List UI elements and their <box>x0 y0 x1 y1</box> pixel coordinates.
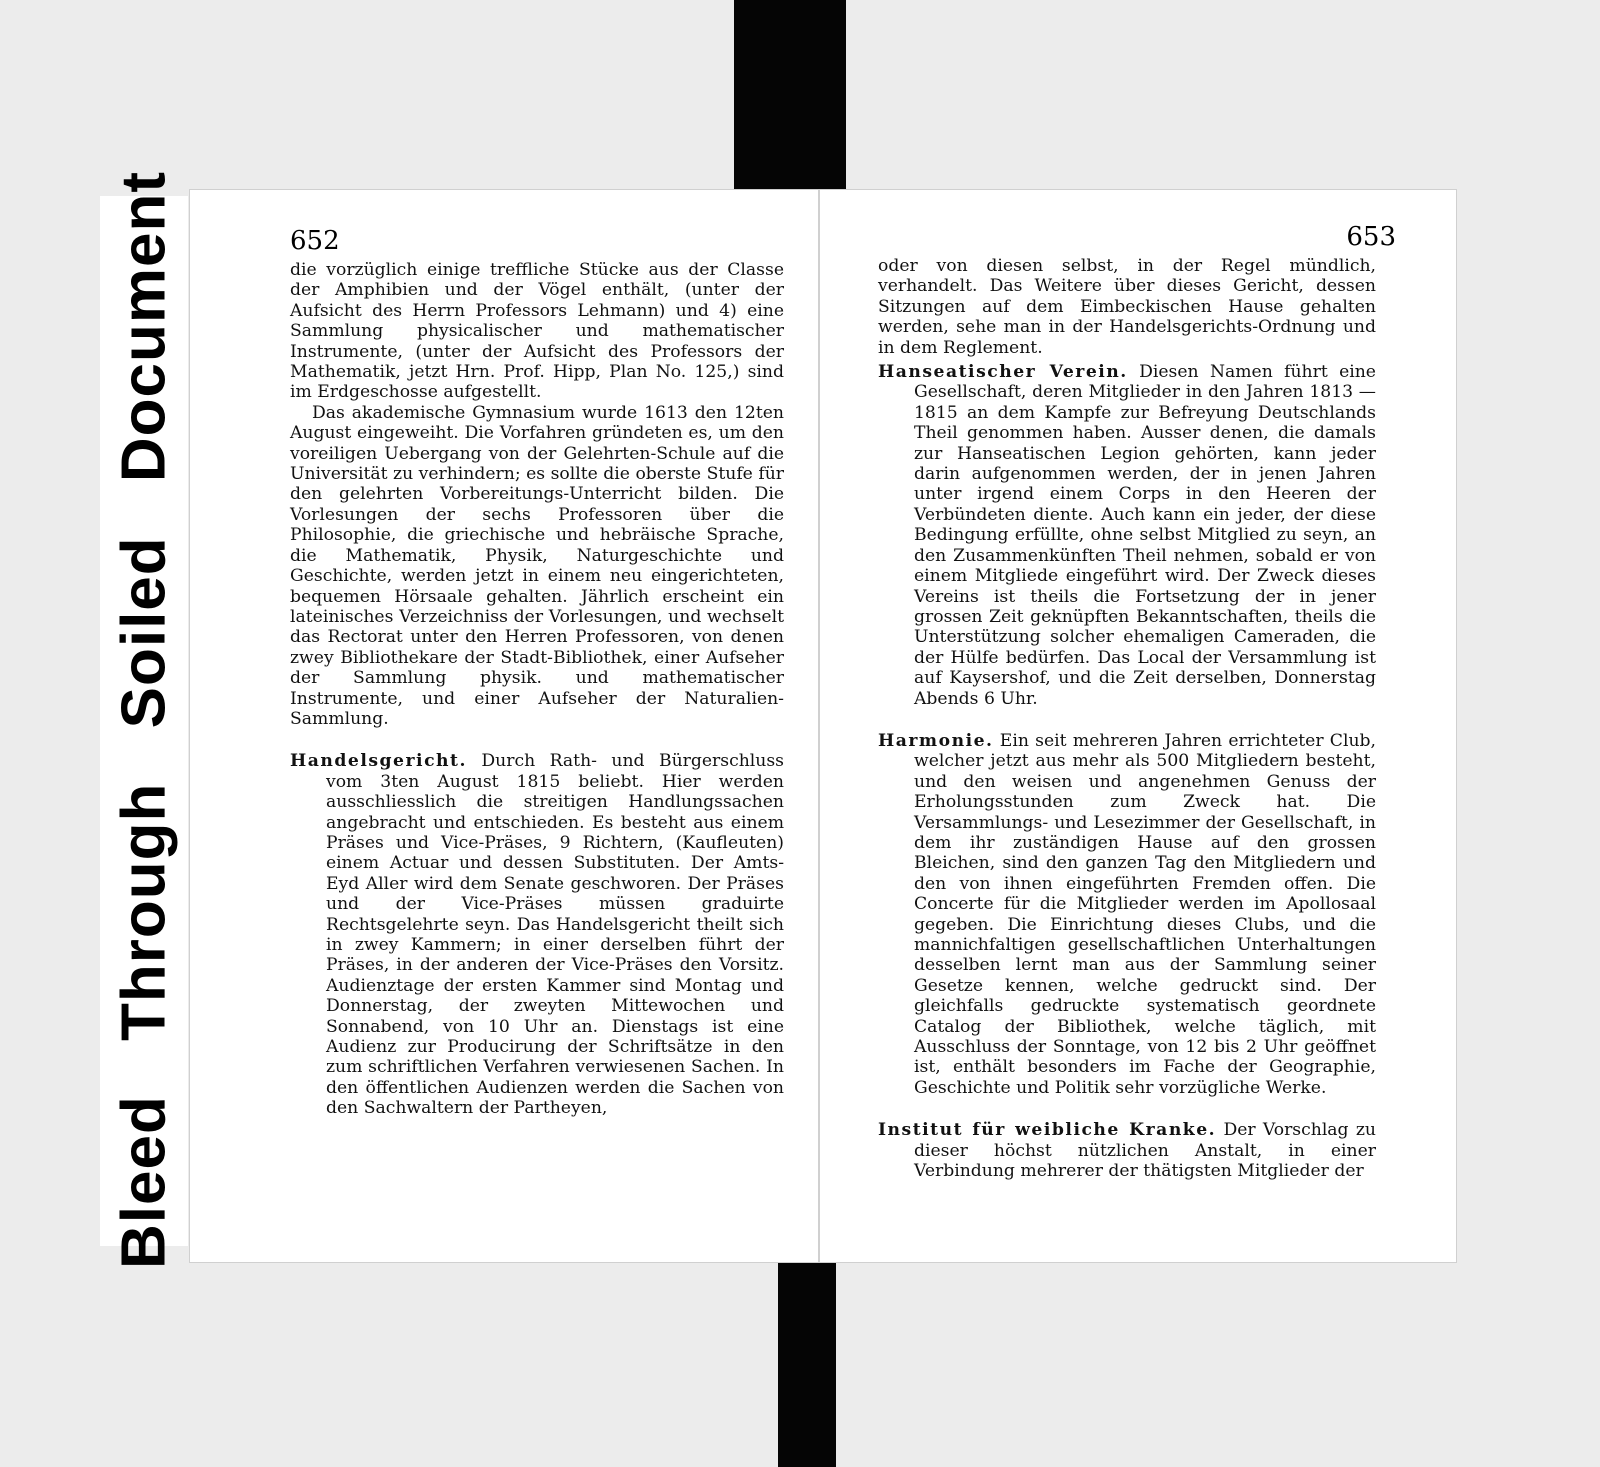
right-page <box>820 190 1456 1262</box>
entry-heading: Hanseatischer Verein. <box>878 362 1128 383</box>
entry-body: Diesen Namen führt eine Gesellschaft, deren Mitglieder in den Jahren 1813 — 1815 an dem Kampfe zur Befreyung Deutschlands Theil genommen haben. Ausser denen, die damals zur Hanseatischen Legion gehörten, kann jeder darin aufgenommen werden, der in jenen Jahren unter irgend einem Corps in den Heeren der Verbündeten diente. Auch kann ein jeder, der diese Bedingung erfüllte, ohne selbst Mitglied zu seyn, an den Zusammenkünften Theil nehmen, sobald er von einem Mitgliede eingeführt wird. Der Zweck dieses Vereins ist theils die Fortsetzung der in jener grossen Zeit geknüpften Bekanntschaften, theils die Unterstützung solcher ehemaligen Cameraden, die der Hülfe bedürfen. Das Local der Versammlung ist auf Kaysershof, und die Zeit derselben, Donnerstag Abends 6 Uhr. <box>914 362 1376 709</box>
entry-handelsgericht <box>290 751 784 1118</box>
entry-heading: Handelsgericht. <box>290 751 467 772</box>
entry-body: Ein seit mehreren Jahren errichteter Club, welcher jetzt aus mehr als 500 Mitgliedern besteht, und den weisen und angenehmen Genuss der Erholungsstunden zum Zweck hat. Die Versammlungs- und Lesezimmer der Gesellschaft, in dem ihr zuständigen Hause auf den grossen Bleichen, sind den ganzen Tag den Mitgliedern und den von ihnen eingeführten Fremden offen. Die Concerte für die Mitglieder werden im Apollosaal gegeben. Die Einrichtung dieses Clubs, und die mannichfaltigen gesellschaftlichen Unterhaltungen desselben lernt man aus der Sammlung seiner Gesetze kennen, welche gedruckt sind. Der gleichfalls gedruckte systematisch geordnete Catalog der Bibliothek, welche täglich, mit Ausschluss der Sonntage, von 12 bis 2 Uhr geöffnet ist, enthält besonders im Fache der Geographie, Geschichte und Politik sehr vorzügliche Werke. <box>914 730 1376 1098</box>
entry-body: Der Vorschlag zu dieser höchst nützlichen Anstalt, in einer Verbindung mehrerer der thätigsten Mitglieder der <box>914 1120 1376 1182</box>
paragraph-continuation: oder von diesen selbst, in der Regel mündlich, verhandelt. Das Weitere über dieses Gericht, dessen Sitzungen auf dem Eimbeckischen Hause gehalten werden, sehe man in der Handelsgerichts-Ordnung und in dem Reglement. <box>878 256 1376 358</box>
degradation-label: Bleed Through Soiled Document <box>109 170 179 1270</box>
gutter-shadow-top <box>734 0 846 196</box>
left-page <box>190 190 818 1262</box>
left-page-number: 652 <box>290 226 340 256</box>
entry-hanseatischer-verein <box>878 362 1376 709</box>
right-page-text <box>878 256 1376 1181</box>
paragraph: Das akademische Gymnasium wurde 1613 den 12ten August eingeweiht. Die Vorfahren gründeten es, um den voreiligen Uebergang von der Gelehrten-Schule auf die Universität zu verhindern; es sollte die oberste Stufe für den gelehrten Vorbereitungs-Unterricht bilden. Die Vorlesungen der sechs Professoren über die Philosophie, die griechische und hebräische Sprache, die Mathematik, Physik, Naturgeschichte und Geschichte, werden jetzt in einem neu eingerichteten, bequemen Hörsaale gehalten. Jährlich erscheint ein lateinisches Verzeichniss der Vorlesungen, und wechselt das Rectorat unter den Herren Professoren, von denen zwey Bibliothekare der Stadt-Bibliothek, einer Aufseher der Sammlung physik. und mathematischer Instrumente, und einer Aufseher der Naturalien-Sammlung. <box>290 402 784 729</box>
entry-institut <box>878 1120 1376 1181</box>
entry-heading: Harmonie. <box>878 730 994 751</box>
gutter-shadow-bottom <box>778 1262 836 1467</box>
entry-body: Durch Rath- und Bürgerschluss vom 3ten August 1815 beliebt. Hier werden ausschliesslich die streitigen Handlungssachen angebracht und entschieden. Es besteht aus einem Präses und Vice-Präses, 9 Richtern, (Kaufleuten) einem Actuar und dessen Substituten. Der Amts-Eyd Aller wird dem Senate geschworen. Der Präses und der Vice-Präses müssen graduirte Rechtsgelehrte seyn. Das Handelsgericht theilt sich in zwey Kammern; in einer derselben führt der Präses, in der anderen der Vice-Präses den Vorsitz. Audienztage der ersten Kammer sind Montag und Donnerstag, der zweyten Mittewochen und Sonnabend, von 10 Uhr an. Dienstags ist eine Audienz zur Producirung der Schriftsätze in den zum schriftlichen Verfahren verwiesenen Sachen. In den öffentlichen Audienzen werden die Sachen von den Sachwaltern der Partheyen, <box>326 751 784 1119</box>
left-page-text <box>290 260 784 1119</box>
entry-heading: Institut für weibliche Kranke. <box>878 1120 1217 1141</box>
right-page-number: 653 <box>1346 222 1396 252</box>
entry-harmonie <box>878 731 1376 1098</box>
paragraph: die vorzüglich einige treffliche Stücke aus der Classe der Amphibien und der Vögel enthält, (unter der Aufsicht des Herrn Professors Lehmann) und 4) eine Sammlung physicalischer und mathematischer Instrumente, (unter der Aufsicht des Professors der Mathematik, jetzt Hrn. Prof. Hipp, Plan No. 125,) sind im Erdgeschosse aufgestellt. <box>290 260 784 403</box>
